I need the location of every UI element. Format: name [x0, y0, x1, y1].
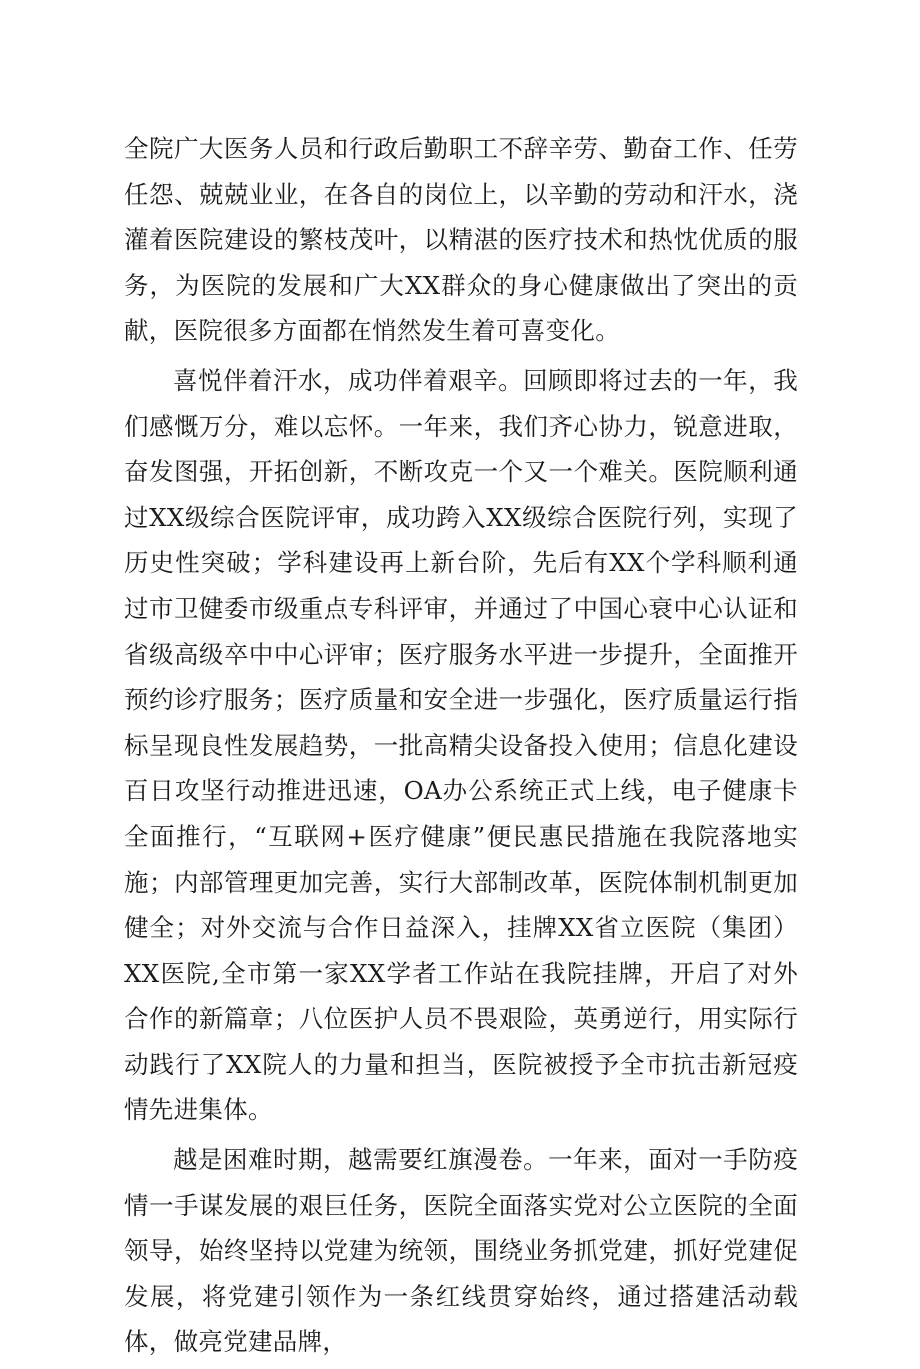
paragraph-2: 喜悦伴着汗水，成功伴着艰辛。回顾即将过去的一年，我们感慨万分，难以忘怀。一年来，我们齐心协力，锐意进取，奋发图强，开拓创新，不断攻克一个又一个难关。医院顺利通过XX级综合医院评审，成功跨入XX级综合医院行列，实现了历史性突破；学科建设再上新台阶，先后有XX个学科顺利通过市卫健委市级重点专科评审，并通过了中国心衰中心认证和省级高级卒中中心评审；医疗服务水平进一步提升，全面推开预约诊疗服务；医疗质量和安全进一步强化，医疗质量运行指标呈现良性发展趋势，一批高精尖设备投入使用；信息化建设百日攻坚行动推进迅速，OA办公系统正式上线，电子健康卡全面推行，“互联网+医疗健康”便民惠民措施在我院落地实施；内部管理更加完善，实行大部制改革，医院体制机制更加健全；对外交流与合作日益深入，挂牌XX省立医院（集团）XX医院,全市第一家XX学者工作站在我院挂牌，开启了对外合作的新篇章；八位医护人员不畏艰险，英勇逆行，用实际行动践行了XX院人的力量和担当，医院被授予全市抗击新冠疫情先进集体。: [124, 365, 798, 1125]
paragraph-3: 越是困难时期，越需要红旗漫卷。一年来，面对一手防疫情一手谋发展的艰巨任务，医院全面落实党对公立医院的全面领导，始终坚持以党建为统领，围绕业务抓党建，抓好党建促发展，将党建引领作为一条红线贯穿始终，通过搭建活动载体，做亮党建品牌，: [124, 1145, 798, 1357]
document-body: [124, 126, 798, 1369]
paragraph-1: 全院广大医务人员和行政后勤职工不辞辛劳、勤奋工作、任劳任怨、兢兢业业，在各自的岗位上，以辛勤的劳动和汗水，浇灌着医院建设的繁枝茂叶，以精湛的医疗技术和热忱优质的服务，为医院的发展和广大XX群众的身心健康做出了突出的贡献，医院很多方面都在悄然发生着可喜变化。: [124, 134, 798, 346]
